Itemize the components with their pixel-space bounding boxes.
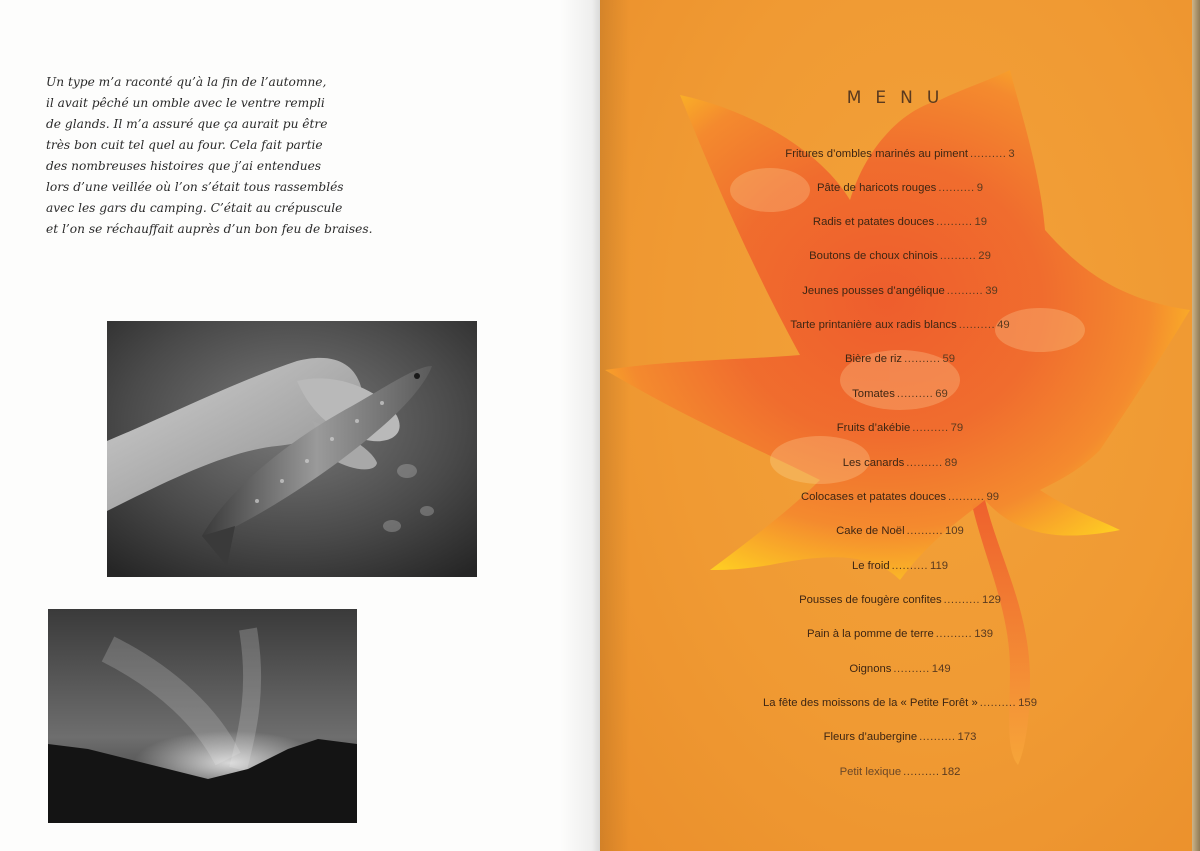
menu-item-dots: .......... — [904, 353, 941, 365]
menu-item — [600, 697, 1200, 709]
menu-item-dots: .......... — [936, 216, 973, 228]
menu-item-dots: .......... — [979, 697, 1017, 709]
story-paragraph — [46, 72, 406, 240]
menu-item-title: Colocases et patates douces — [800, 491, 947, 503]
menu-item-title: Pousses de fougère confites — [799, 594, 942, 606]
menu-item-title: Les canards — [842, 457, 905, 469]
menu-item-title: Petit lexique — [839, 766, 902, 778]
menu-item-dots: .......... — [891, 560, 929, 572]
menu-item-page: 89 — [944, 457, 958, 469]
story-line: très bon cuit tel quel au four. Cela fait partie — [46, 138, 323, 152]
menu-item-title: La fête des moissons de la « Petite Forêt » — [762, 697, 978, 709]
menu-item-title: Pain à la pomme de terre — [806, 628, 934, 640]
menu-item — [600, 319, 1200, 331]
menu-title: MENU — [846, 88, 954, 108]
fish-photo — [107, 321, 477, 577]
menu-item-page: 99 — [986, 491, 1000, 503]
menu-item-dots: .......... — [906, 525, 943, 537]
menu-item — [600, 285, 1200, 297]
menu-item-page: 3 — [1008, 148, 1015, 160]
menu-item-page: 19 — [974, 216, 988, 228]
story-line: et l’on se réchauffait auprès d’un bon feu de braises. — [46, 222, 373, 236]
menu-item-dots: .......... — [938, 182, 975, 194]
menu-item-page: 9 — [976, 182, 983, 194]
menu-item — [600, 216, 1200, 228]
menu-item — [600, 353, 1200, 365]
menu-item — [600, 560, 1200, 572]
story-line: de glands. Il m’a assuré que ça aurait pu être — [46, 117, 328, 131]
menu-item-title: Pâte de haricots rouges — [816, 182, 937, 194]
book-gutter — [560, 0, 600, 851]
menu-item-dots: .......... — [903, 766, 940, 778]
menu-item-dots: .......... — [939, 250, 977, 262]
menu-item — [600, 491, 1200, 503]
story-line: lors d’une veillée où l’on s’était tous rassemblés — [46, 180, 344, 194]
menu-item — [600, 182, 1200, 194]
story-line: il avait pêché un omble avec le ventre rempli — [46, 96, 325, 110]
menu-item-dots: .......... — [919, 731, 956, 743]
menu-item — [600, 388, 1200, 400]
menu-item-page: 29 — [978, 250, 991, 262]
menu-item-title: Fleurs d’aubergine — [823, 731, 918, 743]
menu-item — [600, 250, 1200, 262]
menu-item-title: Cake de Noël — [836, 525, 905, 537]
menu-item-dots: .......... — [948, 491, 985, 503]
menu-item-page: 79 — [950, 422, 964, 434]
menu-item-dots: .......... — [906, 457, 943, 469]
sky-photo-image — [48, 609, 357, 823]
menu-item-page: 59 — [942, 353, 956, 365]
menu-item-page: 39 — [985, 285, 998, 297]
menu-item-title: Tomates — [852, 388, 895, 400]
menu-list — [600, 0, 1200, 851]
menu-item-page: 182 — [941, 766, 961, 778]
menu-item-page: 139 — [974, 628, 994, 640]
menu-item-title: Oignons — [849, 663, 892, 675]
menu-item-dots: .......... — [893, 663, 930, 675]
menu-item-dots: .......... — [896, 388, 934, 400]
menu-item-title: Jeunes pousses d’angélique — [802, 285, 945, 297]
menu-item-page: 149 — [931, 663, 951, 675]
menu-item-page: 69 — [935, 388, 948, 400]
menu-item — [600, 663, 1200, 675]
menu-item — [600, 594, 1200, 606]
menu-item — [600, 731, 1200, 743]
menu-item-title: Radis et patates douces — [812, 216, 935, 228]
fish-photo-image — [107, 321, 477, 577]
menu-item-title: Tarte printanière aux radis blancs — [790, 319, 957, 331]
menu-item-page: 129 — [982, 594, 1001, 606]
menu-item-page: 49 — [997, 319, 1010, 331]
menu-item-dots: .......... — [912, 422, 949, 434]
menu-item-title: Le froid — [851, 560, 890, 572]
menu-item-title: Bière de riz — [844, 353, 903, 365]
menu-item-page: 109 — [944, 525, 964, 537]
menu-item — [600, 422, 1200, 434]
menu-item — [600, 766, 1200, 778]
menu-item-dots: .......... — [943, 594, 981, 606]
story-line: Un type m’a raconté qu’à la fin de l’automne, — [46, 75, 327, 89]
menu-item-title: Boutons de choux chinois — [809, 250, 938, 262]
menu-item-page: 159 — [1018, 697, 1037, 709]
menu-item-title: Fruits d’akébie — [836, 422, 911, 434]
menu-item-dots: .......... — [935, 628, 973, 640]
menu-item-page: 119 — [930, 560, 949, 572]
menu-item-title: Fritures d’ombles marinés au piment — [785, 148, 968, 160]
menu-item — [600, 628, 1200, 640]
sky-photo — [48, 609, 357, 823]
story-line: des nombreuses histoires que j’ai entendues — [46, 159, 322, 173]
menu-item — [600, 457, 1200, 469]
menu-item-dots: .......... — [970, 148, 1007, 160]
menu-item-page: 173 — [957, 731, 977, 743]
menu-item — [600, 525, 1200, 537]
menu-item-dots: .......... — [946, 285, 984, 297]
story-line: avec les gars du camping. C’était au crépuscule — [46, 201, 343, 215]
menu-item-dots: .......... — [958, 319, 996, 331]
menu-item — [600, 148, 1200, 160]
